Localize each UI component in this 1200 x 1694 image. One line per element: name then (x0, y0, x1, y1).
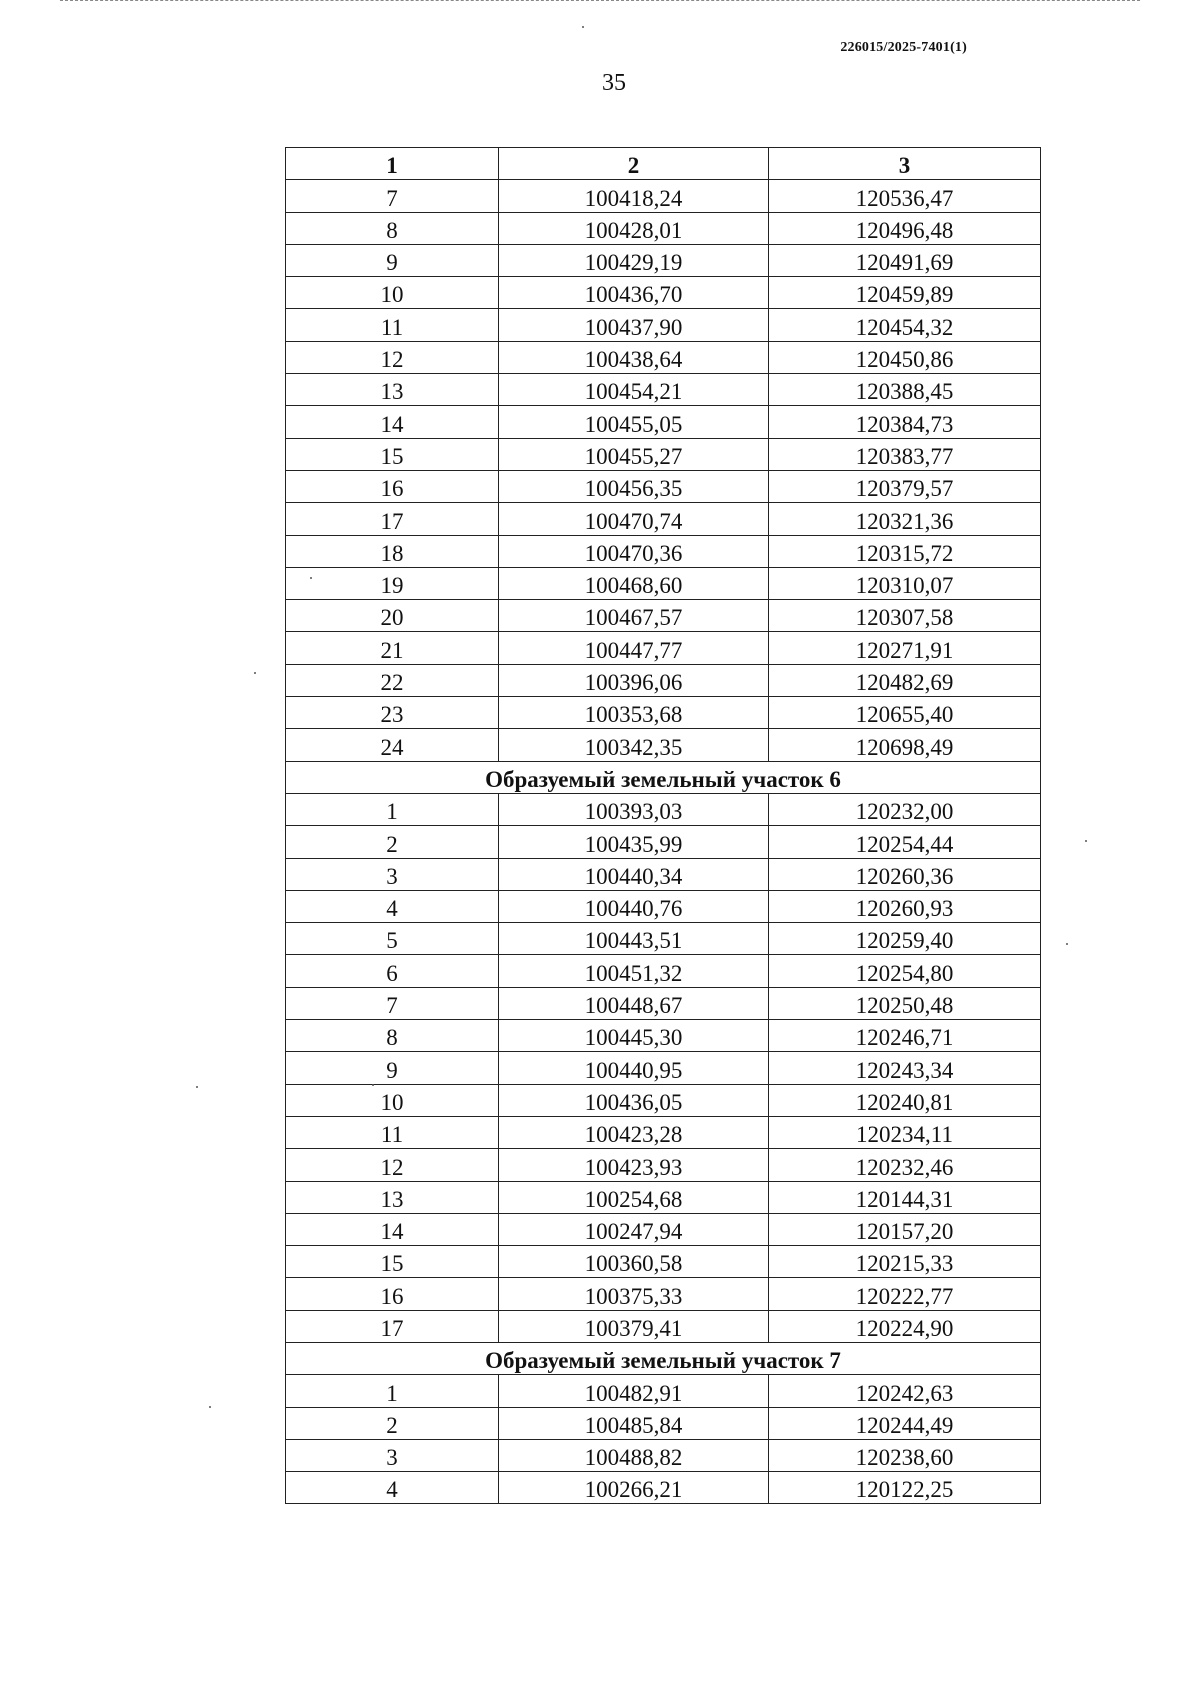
table-row (286, 470, 1041, 502)
scan-top-edge (60, 0, 1140, 3)
coordinate-y: 120246,71 (769, 1020, 1041, 1052)
point-number: 9 (286, 1052, 499, 1084)
coordinate-x: 100247,94 (499, 1213, 769, 1245)
coordinate-x: 100455,27 (499, 438, 769, 470)
column-header: 1 (286, 148, 499, 180)
point-number: 8 (286, 1020, 499, 1052)
coordinate-y: 120222,77 (769, 1278, 1041, 1310)
section-title: Образуемый земельный участок 7 (286, 1342, 1041, 1374)
coordinate-y: 120260,36 (769, 858, 1041, 890)
table-row (286, 1439, 1041, 1471)
coordinate-x: 100470,74 (499, 503, 769, 535)
coordinate-x: 100440,76 (499, 890, 769, 922)
scan-speck (254, 672, 256, 674)
table-row (286, 697, 1041, 729)
coordinate-y: 120260,93 (769, 890, 1041, 922)
coordinate-x: 100470,36 (499, 535, 769, 567)
table-row (286, 341, 1041, 373)
table-row (286, 1181, 1041, 1213)
coordinate-y: 120215,33 (769, 1246, 1041, 1278)
coordinate-x: 100435,99 (499, 826, 769, 858)
coordinate-y: 120254,80 (769, 955, 1041, 987)
coordinate-y: 120491,69 (769, 244, 1041, 276)
point-number: 11 (286, 1116, 499, 1148)
point-number: 7 (286, 987, 499, 1019)
coordinate-y: 120238,60 (769, 1439, 1041, 1471)
point-number: 9 (286, 244, 499, 276)
coordinate-x: 100423,93 (499, 1149, 769, 1181)
table-row (286, 858, 1041, 890)
coordinate-y: 120459,89 (769, 277, 1041, 309)
point-number: 1 (286, 793, 499, 825)
table-header-row (286, 148, 1041, 180)
point-number: 10 (286, 1084, 499, 1116)
coordinate-x: 100266,21 (499, 1472, 769, 1504)
coordinate-y: 120232,46 (769, 1149, 1041, 1181)
coordinate-x: 100436,70 (499, 277, 769, 309)
coordinate-x: 100447,77 (499, 632, 769, 664)
section-heading-row (286, 761, 1041, 793)
point-number: 2 (286, 826, 499, 858)
column-header: 2 (499, 148, 769, 180)
coordinate-x: 100438,64 (499, 341, 769, 373)
coordinate-y: 120234,11 (769, 1116, 1041, 1148)
section-title: Образуемый земельный участок 6 (286, 761, 1041, 793)
coordinate-y: 120250,48 (769, 987, 1041, 1019)
coordinate-x: 100485,84 (499, 1407, 769, 1439)
coordinate-x: 100393,03 (499, 793, 769, 825)
point-number: 14 (286, 406, 499, 438)
table-row (286, 374, 1041, 406)
point-number: 13 (286, 374, 499, 406)
coordinate-y: 120310,07 (769, 567, 1041, 599)
coordinate-y: 120242,63 (769, 1375, 1041, 1407)
coordinate-x: 100455,05 (499, 406, 769, 438)
point-number: 4 (286, 1472, 499, 1504)
coordinate-x: 100360,58 (499, 1246, 769, 1278)
table-row (286, 1278, 1041, 1310)
coordinate-y: 120122,25 (769, 1472, 1041, 1504)
coordinate-y: 120315,72 (769, 535, 1041, 567)
point-number: 16 (286, 470, 499, 502)
coordinate-x: 100468,60 (499, 567, 769, 599)
scan-speck (1066, 943, 1068, 945)
table-row (286, 180, 1041, 212)
point-number: 6 (286, 955, 499, 987)
scan-speck (582, 26, 584, 28)
point-number: 11 (286, 309, 499, 341)
table-row (286, 438, 1041, 470)
coordinate-x: 100437,90 (499, 309, 769, 341)
coordinate-x: 100488,82 (499, 1439, 769, 1471)
coordinate-y: 120496,48 (769, 212, 1041, 244)
table-row (286, 1375, 1041, 1407)
coordinate-y: 120240,81 (769, 1084, 1041, 1116)
table-row (286, 1246, 1041, 1278)
coordinate-y: 120482,69 (769, 664, 1041, 696)
page-number: 35 (602, 70, 626, 96)
point-number: 17 (286, 503, 499, 535)
point-number: 3 (286, 1439, 499, 1471)
coordinate-y: 120384,73 (769, 406, 1041, 438)
coordinate-y: 120379,57 (769, 470, 1041, 502)
coordinate-x: 100448,67 (499, 987, 769, 1019)
coordinate-y: 120307,58 (769, 600, 1041, 632)
table-row (286, 212, 1041, 244)
point-number: 10 (286, 277, 499, 309)
point-number: 12 (286, 341, 499, 373)
coordinate-x: 100379,41 (499, 1310, 769, 1342)
coordinate-y: 120655,40 (769, 697, 1041, 729)
coordinate-y: 120698,49 (769, 729, 1041, 761)
coordinate-x: 100454,21 (499, 374, 769, 406)
coordinate-x: 100440,95 (499, 1052, 769, 1084)
point-number: 15 (286, 1246, 499, 1278)
point-number: 21 (286, 632, 499, 664)
point-number: 13 (286, 1181, 499, 1213)
coordinate-y: 120232,00 (769, 793, 1041, 825)
coordinate-x: 100353,68 (499, 697, 769, 729)
coordinate-x: 100428,01 (499, 212, 769, 244)
table-row (286, 664, 1041, 696)
point-number: 18 (286, 535, 499, 567)
coordinate-y: 120259,40 (769, 923, 1041, 955)
table-row (286, 1213, 1041, 1245)
table-row (286, 567, 1041, 599)
coordinate-x: 100254,68 (499, 1181, 769, 1213)
point-number: 19 (286, 567, 499, 599)
column-header: 3 (769, 148, 1041, 180)
table-row (286, 309, 1041, 341)
table-row (286, 1116, 1041, 1148)
table-row (286, 1472, 1041, 1504)
coordinate-x: 100440,34 (499, 858, 769, 890)
table-row (286, 632, 1041, 664)
coordinate-x: 100436,05 (499, 1084, 769, 1116)
point-number: 3 (286, 858, 499, 890)
coordinate-y: 120271,91 (769, 632, 1041, 664)
section-heading-row (286, 1342, 1041, 1374)
coordinate-y: 120536,47 (769, 180, 1041, 212)
table-row (286, 1310, 1041, 1342)
table-row (286, 1052, 1041, 1084)
point-number: 4 (286, 890, 499, 922)
coordinate-x: 100467,57 (499, 600, 769, 632)
coordinate-x: 100429,19 (499, 244, 769, 276)
table-row (286, 406, 1041, 438)
point-number: 23 (286, 697, 499, 729)
point-number: 16 (286, 1278, 499, 1310)
table-row (286, 277, 1041, 309)
point-number: 1 (286, 1375, 499, 1407)
scan-speck (209, 1406, 211, 1408)
point-number: 8 (286, 212, 499, 244)
table-body (286, 180, 1041, 1504)
coordinate-y: 120388,45 (769, 374, 1041, 406)
coordinate-y: 120244,49 (769, 1407, 1041, 1439)
table-row (286, 1084, 1041, 1116)
coordinate-x: 100482,91 (499, 1375, 769, 1407)
table-row (286, 1149, 1041, 1181)
coordinate-x: 100423,28 (499, 1116, 769, 1148)
coordinates-table (285, 147, 1041, 1504)
table-row (286, 890, 1041, 922)
point-number: 7 (286, 180, 499, 212)
scan-speck (372, 1084, 374, 1086)
document-number: 226015/2025-7401(1) (840, 40, 967, 55)
coordinate-y: 120383,77 (769, 438, 1041, 470)
coordinate-y: 120450,86 (769, 341, 1041, 373)
coordinate-x: 100418,24 (499, 180, 769, 212)
scan-speck (196, 1086, 198, 1088)
scan-speck (1085, 840, 1087, 842)
table-row (286, 244, 1041, 276)
table-row (286, 1020, 1041, 1052)
point-number: 17 (286, 1310, 499, 1342)
coordinate-x: 100375,33 (499, 1278, 769, 1310)
table-row (286, 955, 1041, 987)
coordinate-x: 100443,51 (499, 923, 769, 955)
coordinate-y: 120321,36 (769, 503, 1041, 535)
table-row (286, 729, 1041, 761)
table-row (286, 987, 1041, 1019)
coordinate-y: 120243,34 (769, 1052, 1041, 1084)
coordinate-x: 100451,32 (499, 955, 769, 987)
coordinate-x: 100396,06 (499, 664, 769, 696)
coordinate-x: 100445,30 (499, 1020, 769, 1052)
coordinate-y: 120454,32 (769, 309, 1041, 341)
point-number: 5 (286, 923, 499, 955)
table-row (286, 503, 1041, 535)
coordinate-y: 120157,20 (769, 1213, 1041, 1245)
coordinate-y: 120144,31 (769, 1181, 1041, 1213)
table-row (286, 923, 1041, 955)
table-row (286, 535, 1041, 567)
scan-speck (310, 577, 312, 579)
table-row (286, 793, 1041, 825)
point-number: 2 (286, 1407, 499, 1439)
table-row (286, 1407, 1041, 1439)
coordinate-x: 100342,35 (499, 729, 769, 761)
coordinate-y: 120224,90 (769, 1310, 1041, 1342)
table-row (286, 826, 1041, 858)
point-number: 22 (286, 664, 499, 696)
point-number: 15 (286, 438, 499, 470)
point-number: 14 (286, 1213, 499, 1245)
point-number: 20 (286, 600, 499, 632)
point-number: 24 (286, 729, 499, 761)
coordinate-y: 120254,44 (769, 826, 1041, 858)
point-number: 12 (286, 1149, 499, 1181)
coordinate-x: 100456,35 (499, 470, 769, 502)
table-row (286, 600, 1041, 632)
